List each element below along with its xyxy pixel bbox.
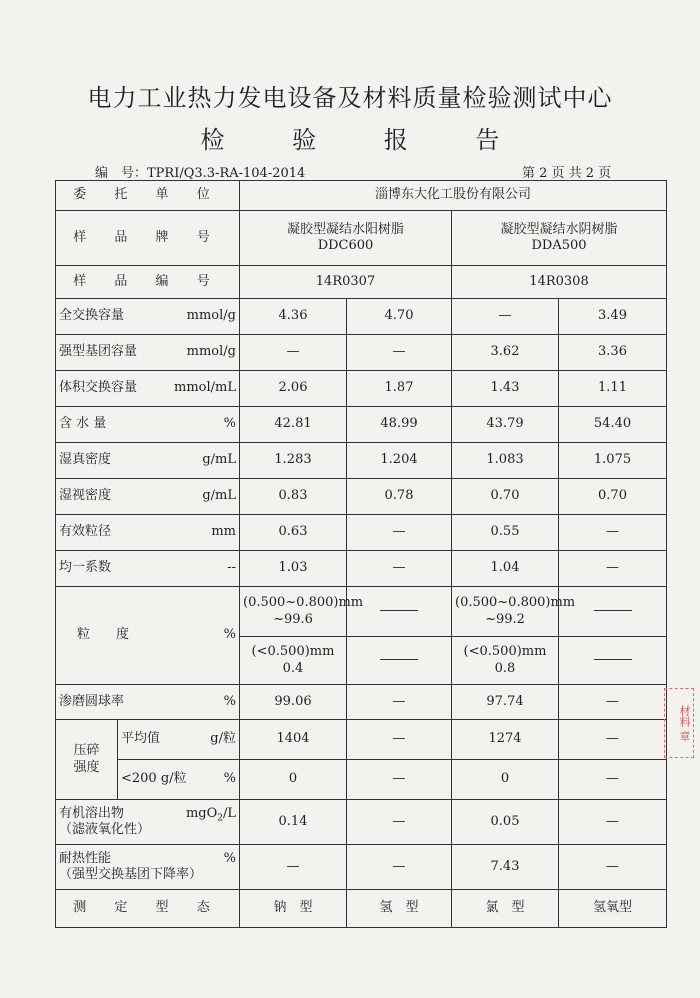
row-label: 体积交换容量 mmol/mL — [56, 371, 240, 407]
cell-value: 0 — [452, 760, 559, 800]
cell-value: 0.55 — [452, 515, 559, 551]
institution-title: 电力工业热力发电设备及材料质量检验测试中心 — [87, 84, 613, 112]
cell-value: 42.81 — [240, 407, 347, 443]
cell-value: — — [347, 720, 452, 760]
table-row — [56, 685, 667, 720]
cell-value: 0.78 — [347, 479, 452, 515]
cell-value: — — [559, 720, 667, 760]
cell-value — [347, 637, 452, 685]
sample-no-2: 14R0308 — [452, 266, 667, 299]
cell-value: — — [559, 845, 667, 890]
table-row — [56, 266, 667, 299]
cell-value: 钠 型 — [240, 890, 347, 928]
cell-value: 3.49 — [559, 299, 667, 335]
cell-value: 0.83 — [240, 479, 347, 515]
cell-value: 氯 型 — [452, 890, 559, 928]
form-label: 测 定 型 态 — [56, 890, 240, 928]
cell-value: 0.63 — [240, 515, 347, 551]
table-row — [56, 720, 667, 760]
cell-value: 1.075 — [559, 443, 667, 479]
row-label: 有效粒径 mm — [56, 515, 240, 551]
row-label: 全交换容量 mmol/g — [56, 299, 240, 335]
cell-value: 1.204 — [347, 443, 452, 479]
cell-value: 4.70 — [347, 299, 452, 335]
table-row — [56, 211, 667, 266]
cell-value: 54.40 — [559, 407, 667, 443]
table-row — [56, 845, 667, 890]
cell-value: 1274 — [452, 720, 559, 760]
table-row — [56, 760, 667, 800]
sample-no-label: 样 品 编 号 — [56, 266, 240, 299]
row-label: 有机溶出物 mgO$_2$/L （滤液氧化性） — [56, 800, 240, 845]
row-label: 含 水 量 % — [56, 407, 240, 443]
cell-value: 氢 型 — [347, 890, 452, 928]
table-row — [56, 800, 667, 845]
table-row — [56, 407, 667, 443]
row-label: 渗磨圆球率 % — [56, 685, 240, 720]
crush-lt-label: <200 g/粒 % — [118, 760, 240, 800]
cell-value: 97.74 — [452, 685, 559, 720]
cell-value: — — [347, 685, 452, 720]
seal-stamp: 材料 章 — [664, 688, 694, 758]
cell-value: (<0.500)mm 0.8 — [452, 637, 559, 685]
cell-value: 0.14 — [240, 800, 347, 845]
brand-sample1: 凝胶型凝结水阳树脂 DDC600 — [240, 211, 452, 266]
cell-value: 0.70 — [452, 479, 559, 515]
cell-value: (<0.500)mm 0.4 — [240, 637, 347, 685]
cell-value: (0.500~0.800)mm ~99.2 — [452, 587, 559, 637]
report-title: 检 验 报 告 — [200, 126, 530, 154]
cell-value: 99.06 — [240, 685, 347, 720]
row-label: 湿视密度 g/mL — [56, 479, 240, 515]
cell-value: 0.05 — [452, 800, 559, 845]
cell-value: 1404 — [240, 720, 347, 760]
cell-value: 48.99 — [347, 407, 452, 443]
cell-value: 3.62 — [452, 335, 559, 371]
table-row — [56, 479, 667, 515]
cell-value: 4.36 — [240, 299, 347, 335]
table-row — [56, 515, 667, 551]
client-label: 委 托 单 位 — [56, 181, 240, 211]
cell-value: — — [347, 335, 452, 371]
table-row — [56, 371, 667, 407]
cell-value: 1.43 — [452, 371, 559, 407]
row-label: 湿真密度 g/mL — [56, 443, 240, 479]
cell-value: — — [240, 335, 347, 371]
cell-value: 3.36 — [559, 335, 667, 371]
cell-value: 7.43 — [452, 845, 559, 890]
client-value: 淄博东大化工股份有限公司 — [240, 181, 667, 211]
row-label: 均一系数 -- — [56, 551, 240, 587]
cell-value: 0.70 — [559, 479, 667, 515]
crush-avg-label: 平均值 g/粒 — [118, 720, 240, 760]
cell-value: — — [559, 685, 667, 720]
cell-value: — — [559, 800, 667, 845]
row-label: 粒 度 % — [56, 587, 240, 685]
cell-value: 氢氧型 — [559, 890, 667, 928]
cell-value — [559, 637, 667, 685]
cell-value: 43.79 — [452, 407, 559, 443]
brand-label: 样 品 牌 号 — [56, 211, 240, 266]
cell-value: 0 — [240, 760, 347, 800]
cell-value: 1.11 — [559, 371, 667, 407]
table-row — [56, 299, 667, 335]
table-row — [56, 335, 667, 371]
brand-sample2: 凝胶型凝结水阴树脂 DDA500 — [452, 211, 667, 266]
sample-no-1: 14R0307 — [240, 266, 452, 299]
cell-value: 2.06 — [240, 371, 347, 407]
cell-value: 1.87 — [347, 371, 452, 407]
cell-value: — — [347, 800, 452, 845]
cell-value: — — [347, 551, 452, 587]
cell-value: 1.04 — [452, 551, 559, 587]
cell-value: — — [452, 299, 559, 335]
cell-value — [559, 587, 667, 637]
cell-value: — — [559, 760, 667, 800]
table-row — [56, 443, 667, 479]
table-row — [56, 890, 667, 928]
cell-value: 1.03 — [240, 551, 347, 587]
cell-value: — — [347, 845, 452, 890]
cell-value: — — [240, 845, 347, 890]
table-row — [56, 551, 667, 587]
cell-value: — — [347, 515, 452, 551]
page-info: 第 2 页 共 2 页 — [522, 166, 612, 181]
cell-value: — — [347, 760, 452, 800]
report-table — [55, 180, 667, 928]
crush-label: 压碎强度 — [56, 720, 118, 800]
cell-value: — — [559, 551, 667, 587]
doc-number: 编 号：TPRI/Q3.3-RA-104-2014 — [95, 166, 306, 181]
cell-value: 1.083 — [452, 443, 559, 479]
table-row — [56, 587, 667, 637]
cell-value — [347, 587, 452, 637]
cell-value: — — [559, 515, 667, 551]
row-label: 强型基团容量 mmol/g — [56, 335, 240, 371]
row-label: 耐热性能 % （强型交换基团下降率） — [56, 845, 240, 890]
table-row — [56, 181, 667, 211]
cell-value: (0.500~0.800)mm ~99.6 — [240, 587, 347, 637]
cell-value: 1.283 — [240, 443, 347, 479]
